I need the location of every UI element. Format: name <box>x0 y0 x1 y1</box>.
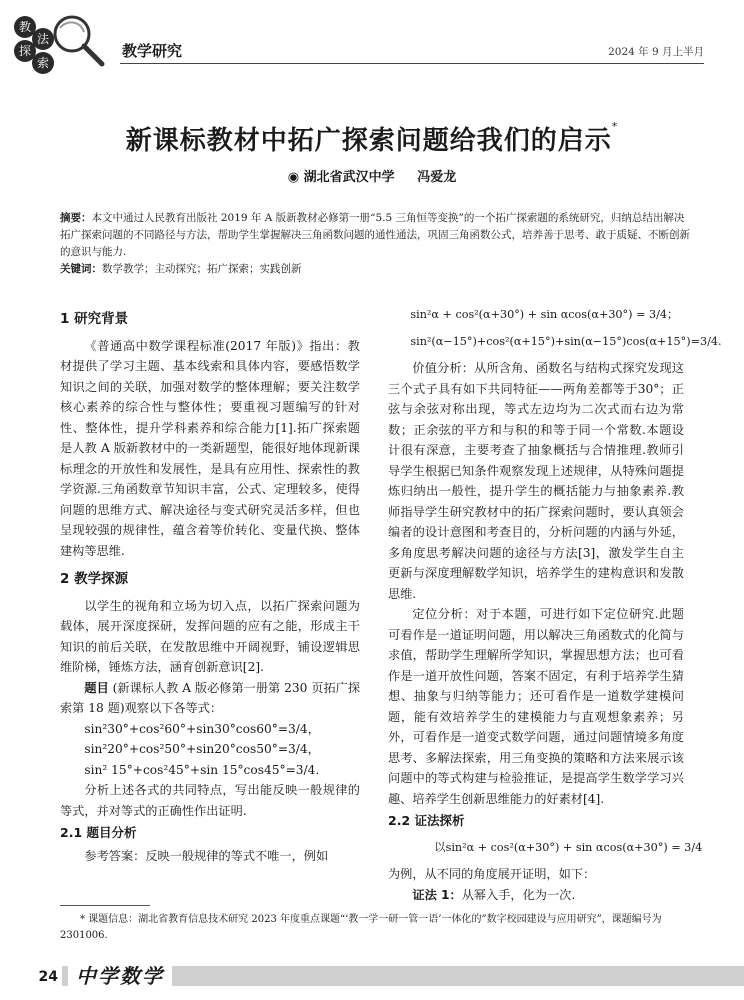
heading-source: 2 教学探源 <box>60 571 129 587</box>
abstract-block <box>60 210 692 278</box>
right-column <box>388 305 722 905</box>
problem-text: (新课标人教 A 版必修第一册第 230 页拓广探索第 18 题)观察以下各等式： <box>60 680 361 715</box>
issue-date: 2024 年 9 月上半月 <box>608 46 704 58</box>
author-line <box>0 166 744 185</box>
abstract-label: 摘要： <box>60 212 92 224</box>
heading-problem-analysis: 2.1 题目分析 <box>60 825 137 840</box>
heading-background: 1 研究背景 <box>60 311 129 327</box>
affiliation: ◉ 湖北省武汉中学 <box>287 170 395 185</box>
equation-2: sin²20°+cos²50°+sin20°cos50°=3/4， <box>84 742 320 756</box>
problem-label: 题目 <box>84 680 109 695</box>
article-title <box>0 120 744 157</box>
equation-3: sin² 15°+cos²45°+sin 15°cos45°=3/4. <box>84 762 320 777</box>
logo-char: 教 <box>14 16 36 38</box>
proof-label: 证法 1： <box>412 887 462 902</box>
equation-5: sin²(α−15°)+cos²(α+15°)+sin(α−15°)cos(α+15°)=3/4. <box>410 334 722 348</box>
footnote: * 课题信息：湖北省教育信息技术研究 2023 年度重点课题“‘教一学一研一管一语’一体化的”数字校园建设与应用研究”，课题编号为 2301006. <box>60 914 662 941</box>
journal-name: 中学数学 <box>68 958 172 994</box>
paragraph-example: 为例，从不同的角度展开证明，如下： <box>388 867 596 881</box>
page-header <box>0 0 744 78</box>
logo-char: 法 <box>32 28 54 50</box>
abstract-text: 本文中通过人民教育出版社 2019 年 A 版新教材必修第一册“5.5 三角恒等变换”的一个拓广探索题的系统研究，归纳总结出解决拓广探索问题的不同路径与方法，帮助学生掌握解决三角函数问题的通性通法，巩固三角函数公式，培养善于思考、敢于质疑、不断创新的意识与能力. <box>60 212 690 258</box>
equation-6: 以sin²α + cos²(α+30°) + sin αcos(α+30°) = 3/4 <box>434 840 703 854</box>
header-divider <box>120 63 704 64</box>
paragraph-answer: 参考答案：反映一般规律的等式不唯一，例如 <box>84 848 329 863</box>
title-footnote-mark: * <box>611 120 619 133</box>
left-column <box>60 305 360 866</box>
footnote-divider <box>60 905 150 906</box>
logo-char: 索 <box>32 52 54 74</box>
paragraph-analyze: 分析上述各式的共同特点，写出能反映一般规律的等式，并对等式的正确性作出证明. <box>60 783 360 818</box>
title-text: 新课标教材中拓广探索问题给我们的启示 <box>125 126 612 156</box>
section-title: 教学研究 <box>122 42 183 60</box>
author-name: 冯爱龙 <box>417 170 457 185</box>
paragraph-source: 以学生的视角和立场为切入点，以拓广探索问题为载体，展开深度探研，发挥问题的应有之能，形成主干知识的前后关联，在发散思维中开阔视野，铺设逻辑思维阶梯，锤炼方法，涵育创新意识[2]. <box>60 598 360 674</box>
paragraph-position-analysis: 定位分析：对于本题，可进行如下定位研究.此题可看作是一道证明问题，用以解决三角函数式的化简与求值，帮助学生理解所学知识，掌握思想方法；也可看作是一道开放性问题，答案不固定，有利于培养学生猜想、抽象与归纳等能力；还可看作是一道数学建模问题，能有效培养学生的建模能力与直观想象素养；另外，可看作是一道变式数学问题，通过问题情境多角度思考、多解法探索，用三角变换的策略和方法来展示该问题中的等式构建与检验推证，是提高学生数学学习兴趣、培养学生创新思维能力的好素材[4]. <box>388 607 684 806</box>
equation-4: sin²α + cos²(α+30°) + sin αcos(α+30°) = 3/4； <box>410 308 679 321</box>
paragraph-value-analysis: 价值分析：从所含角、函数名与结构式探究发现这三个式子具有如下共同特征——两角差都等于30°；正弦与余弦对称出现，等式左边均为二次式而右边为常数；正余弦的平方和与积的和等于同一个常数.本题设计很有深意，主要考查了抽象概括与合情推理.教师引导学生根据已知条件观察发现上述规律，从特殊问题提炼归纳出一般性，提升学生的概括能力与抽象素养.教师指导学生研究教材中的拓广探索问题时，要认真领会编者的设计意图和考查目的，分析问题的内涵与外延，多角度思考解决问题的途径与方法[3]，激发学生自主更新与深度理解数学知识，培养学生的建构意识和发散思维. <box>388 361 684 601</box>
column-logo <box>10 6 110 74</box>
problem-statement <box>60 678 360 719</box>
proof-method-1 <box>388 885 684 906</box>
keywords <box>60 261 692 278</box>
keywords-label: 关键词： <box>60 263 102 275</box>
equation-1: sin²30°+cos²60°+sin30°cos60°=3/4， <box>84 721 320 736</box>
proof-text: 从幂入手，化为一次. <box>461 887 576 902</box>
page-number: 24 <box>0 960 62 994</box>
keywords-text: 数学教学；主动探究；拓广探索；实践创新 <box>102 263 302 275</box>
paragraph-background: 《普通高中数学课程标准(2017 年版)》指出：教材提供了学习主题、基本线索和具体内容，要感悟数学知识之间的关联，加强对数学的整体理解；要关注数学核心素养的综合性与整体性；要重视习题编写的针对性、整体性，提升学科素养和综合能力[1].拓广探索题是人教 A 版新教材中的一类新题型，能很好地体现新课标理念的开放性和发展性，是具有应用性、探索性的教学资源.三角函数章节知识丰富，公式、定理较多，使得问题的思维方式、解决途径与变式研究灵活多样，但也呈现较强的规律性，蕴含着等价转化、变量代换、整体建构等思维. <box>60 338 360 558</box>
logo-char: 探 <box>14 40 36 62</box>
abstract <box>60 210 692 261</box>
heading-proof-analysis: 2.2 证法探析 <box>388 813 465 828</box>
